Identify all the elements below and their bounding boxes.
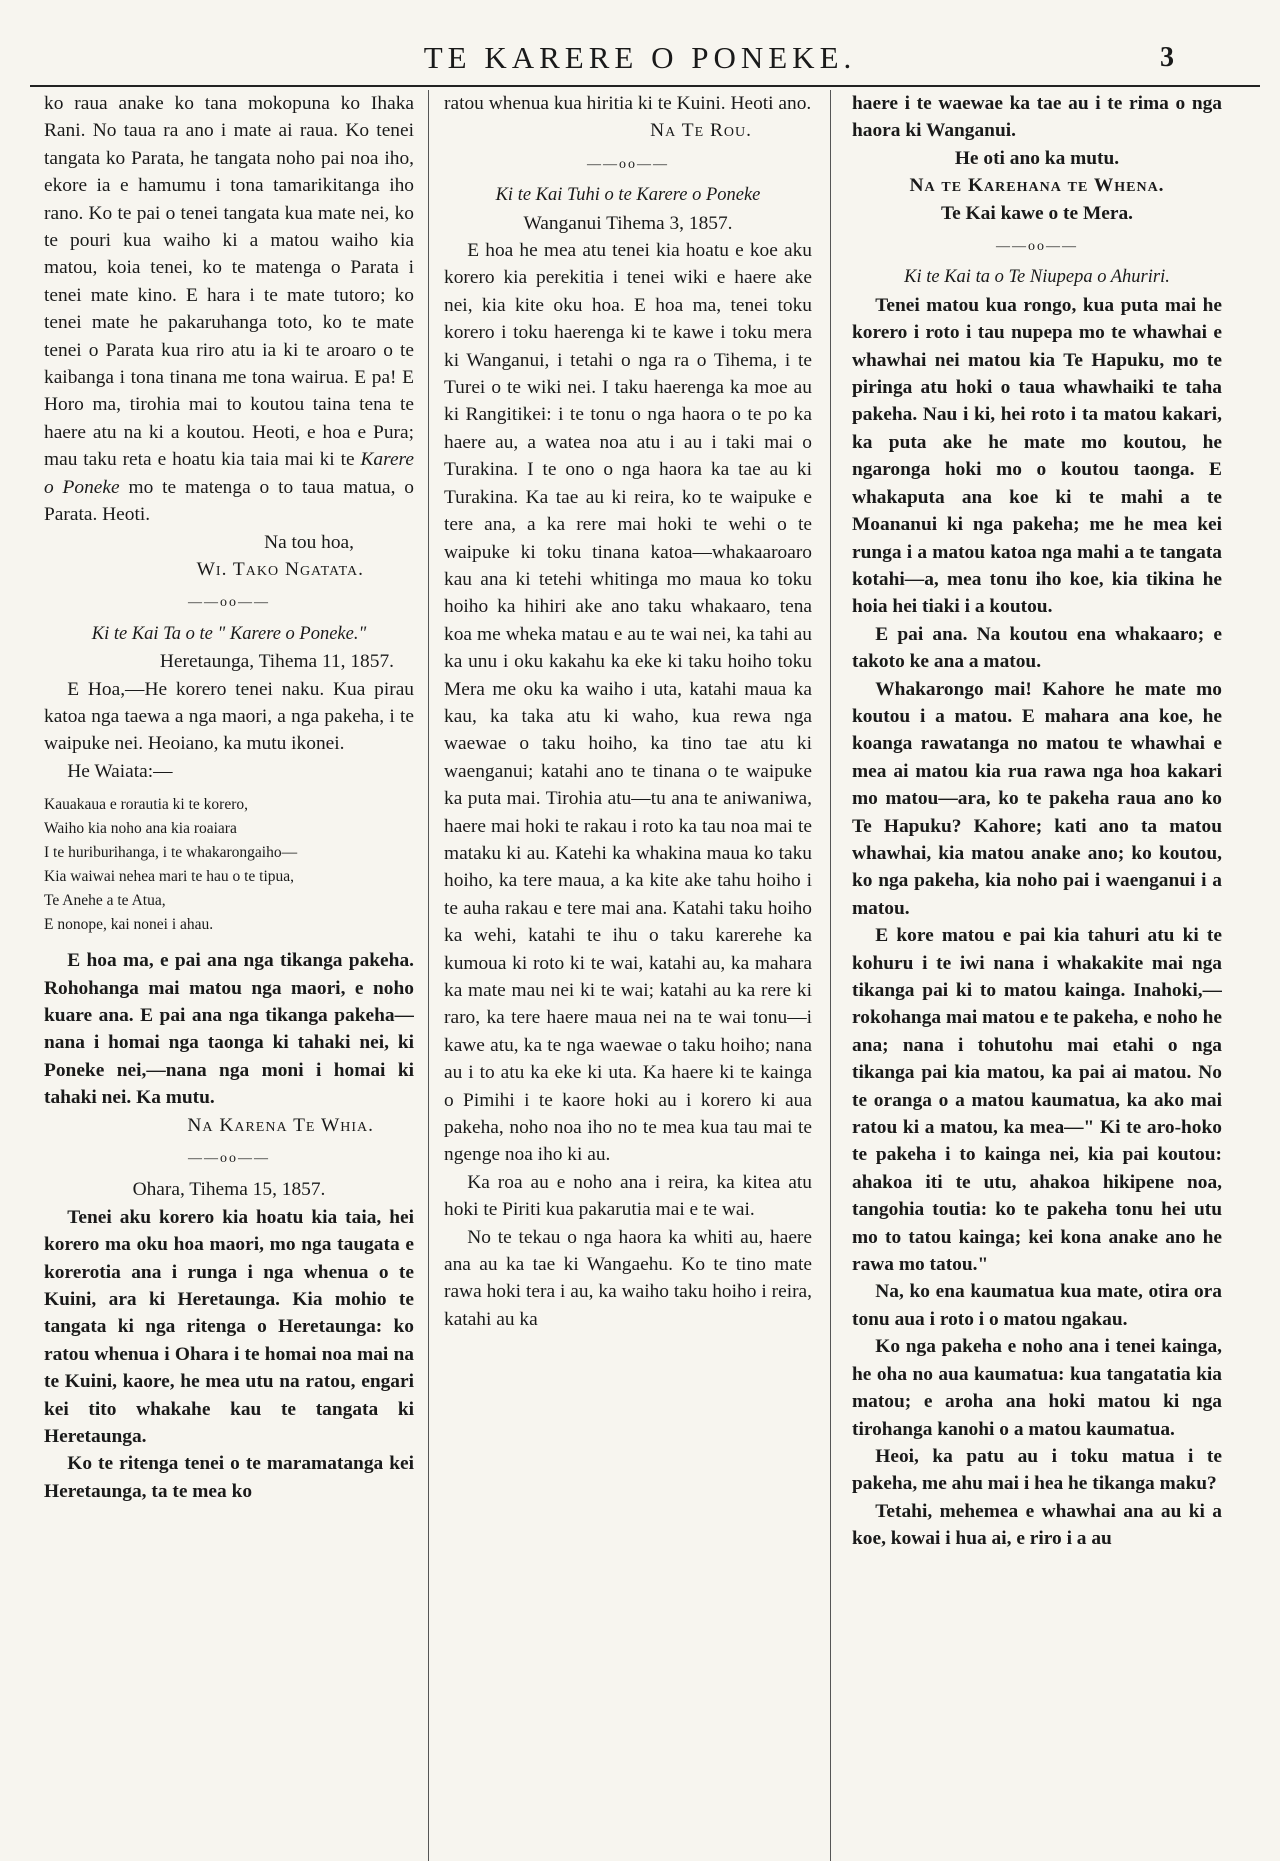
column-divider [830, 90, 831, 1861]
page-header [0, 38, 1280, 88]
letter-body: E pai ana. Na koutou ena whakaaro; e takoto ke ana a matou. [852, 623, 1222, 673]
letter-body: E hoa he mea atu tenei kia hoatu e koe aku korero kia perekitia i tenei wiki e haere ake nei, kia kite oku hoa. E hoa ma, tenei toku korero i toku haerenga ki te kawe i toku mera ki Wanganui, i tetahi o nga ra o Tihema, i te Turei o te wiki nei. I taku haerenga ka moe au ki Rangitikei: i te tonu o nga haora o te po ka haere au, a watea noa atu i au i taki mai o Turakina. I te ono o nga haora ka tae au ki Turakina. Ka tae au ki reira, ko te waipuke e tere ana, a ka rere mai hoki te wehi o te waipuke ki toku tinana katoa—whakaaroaro kau ana ki tetehi whitinga mo maua ko toku hoiho ka hihiri ake ano taku whakaaro, tena koa me wheka matau e au te wai nei, ka tahi au ka unu i oku kakahu ka eke ki taku hoiho toku Mera me oku ka waiho i uta, katahi maua ka kau, ka taka atu ki waho, kua rewa nga waewae o taku hoiho, ka tino tae atu ki waenganui; katahi ano te tinana o te waipuke ka puta mai. Tirohia atu—tu ana te aniwaniwa, haere mai hoki te rakau i roto ka tau noa mai te mataku ki au. Katehi ka whakina maua ko taku hoiho, ka tere maua, a ka kite ake tahu hoiho i te auha rakau e tere mai ana. Katahi taku hoiho ka wehi, katahi te ihu o taku karerehe ka kumoua ki roto ki te wai, katahi au, ka mahara ka mate mau nei ki te wai; katahi au ka rere ki raro, ka tere haere maua nei na te wai tonu—i kawe atu, ka te nga waewae o taku hoiho; nana au i to atu ka eke ki uta. Ka haere ki te kainga o Pimihi i te kaore hoki au i korero ki aua pakeha, noho noa iho no te mea kua tau mai te ngenge noa iho ki au. [444, 240, 812, 1166]
verse-line: I te huriburihanga, i te whakarongaiho— [44, 844, 298, 862]
signature: Na Karena Te Whia. [187, 1114, 374, 1136]
signature: Na te Karehana te Whena. [909, 175, 1165, 197]
dateline: Wanganui Tihema 3, 1857. [523, 212, 733, 234]
signature-salutation: Na tou hoa, [264, 531, 354, 553]
verse-line: Kia waiwai nehea mari te hau o te tipua, [44, 868, 295, 886]
header-rule [30, 85, 1260, 87]
section-divider: ——oo—— [996, 239, 1078, 255]
letter-body: ko raua anake ko tana mokopuna ko Ihaka Rani. No taua ra ano i mate ai raua. Ko tenei tangata ko Parata, he tangata noho pai noa iho, ekore ia e hamumu i tona tamarikitanga iho rano. Ko te pai o tenei tangata kua mate nei, ko te pouri kua waiho ki a matou waiho kia matou, koia tenei, ko te matenga o Parata i tenei mate kino. E hara i te mate tutoro; ko tenei mate he pakaruhanga toto, ko te mate tenei o Parata kua riro atu ia ki te aroaro o te kaibanga i tona tinana me tona wairua. E pa! E Horo ma, tirohia mai to koutou taina tena te haere atu na ki a koutou. Heoti, e hoa e Pura; mau taku reta e hoatu kia taia mai ki te Karere o Poneke mo te matenga o to taua matua, o Parata. Heoti. [44, 93, 414, 526]
section-divider: ——oo—— [188, 1151, 270, 1166]
letter-body: E kore matou e pai kia tahuri atu ki te kohuru i te iwi nana i whakakite mai nga tikanga pai ki to matou kainga. Inahoki,—rokohanga mai matou e te pakeha, e noho he ana; nana i tohutohu mai etahi o nga tikanga pai kia matou, ka pai ai matou. No te oranga o a matou kaumatua, ka ako mai ratou ki a matou, ka mea—" Ki te aro-hoko te pakeha i to kainga nei, kia pai koutou: ahakoa iti te utu, ahakoa hikipene noa, tangohia toutia: ko te pakeha tonu hei utu mo to tatou kainga; kei kona anake ano he rawa mo tatou." [852, 925, 1222, 1276]
newspaper-title: TE KARERE O PONEKE. [423, 40, 857, 75]
letter-body: No te tekau o nga haora ka whiti au, haere ana au ka tae ki Wangaehu. Ko te tino mate rawa hoki tera i au, ka waiho taku hoiho i reira, katahi au ka [444, 1226, 812, 1330]
verse-line: Te Anehe a te Atua, [44, 892, 166, 910]
page-number: 3 [1160, 42, 1174, 73]
column-right [852, 90, 1222, 1861]
signature: Wi. Tako Ngatata. [196, 558, 364, 580]
column-middle [444, 90, 812, 1861]
letter-body: Ka roa au e noho ana i reira, ka kitea atu hoki te Piriti kua pakarutia mai e te wai. [444, 1171, 812, 1221]
letter-heading: Ki te Kai ta o Te Niupepa o Ahuriri. [904, 267, 1170, 288]
letter-body: Na, ko ena kaumatua kua mate, otira ora tonu aua i roto i o matou ngakau. [852, 1281, 1222, 1330]
letter-body: E Hoa,—He korero tenei naku. Kua pirau katoa nga taewa a nga maori, a nga pakeha, i te waipuke nei. Heoiano, ka mutu ikonei. [44, 678, 414, 755]
signature-title: Te Kai kawe o te Mera. [940, 202, 1134, 224]
letter-body: Tenei matou kua rongo, kua puta mai he korero i roto i tau nupepa mo te whawhai e whawhai nei matou kia Te Hapuku, mo te piringa atu hoki o taua whawhaiki te taha pakeha. Nau i ki, hei roto i ta matou kakari, ka puta ake he mate mo koutou, he ngaronga hoki mo o koutou taonga. E whakaputa ana koe ki te mahi a te Moananui ki nga pakeha; me he mea kei runga i a matou katoa nga mahi a te tangata kotahi—a, mea tonu iho koe, kia tikina he hoia hei tiaki i a koutou. [852, 294, 1222, 618]
column-divider [428, 90, 429, 1861]
verse-line: E nonope, kai nonei i ahau. [44, 916, 214, 934]
letter-body: He Waiata:— [67, 760, 173, 782]
song-verse [44, 793, 414, 937]
closing-line: He oti ano ka mutu. [954, 147, 1120, 169]
dateline: Heretaunga, Tihema 11, 1857. [159, 651, 394, 673]
letter-body: Ko te ritenga tenei o te maramatanga kei Heretaunga, ta te mea ko [44, 1453, 414, 1502]
signature: Na Te Rou. [650, 120, 752, 142]
column-left [44, 90, 414, 1861]
section-divider: ——oo—— [587, 156, 669, 172]
letter-body: ratou whenua kua hiritia ki te Kuini. Heoti ano. [444, 93, 812, 114]
letter-body: E hoa ma, e pai ana nga tikanga pakeha. Rohohanga mai matou nga maori, e noho kuare ana. E pai ana nga tikanga pakeha—nana i homai nga taonga ki tahaki nei, ki Poneke nei,—nana nga moni i homai ki tahaki nei. Ka mutu. [44, 950, 414, 1109]
letter-body: Tetahi, mehemea e whawhai ana au ki a koe, kowai i hua ai, e riro i a au [852, 1500, 1222, 1550]
verse-line: Kauakaua e rorautia ki te korero, [44, 796, 248, 814]
letter-heading: Ki te Kai Ta o te " Karere o Poneke." [91, 623, 367, 644]
letter-body: Ko nga pakeha e noho ana i tenei kainga, he oha no aua kaumatua: kua tangatatia kia matou; e aroha ana hoki matou ki nga tirohanga kanohi o a matou kaumatua. [852, 1336, 1222, 1440]
letter-body: Heoi, ka patu au i toku matua i te pakeha, me ahu mai i hea he tikanga maku? [852, 1445, 1222, 1495]
section-divider: ——oo—— [188, 595, 270, 611]
letter-body: Whakarongo mai! Kahore he mate mo koutou i a matou. E mahara ana koe, he koanga rawatanga no matou te whawhai e mea ai matou kia rua rawa nga hoa kakari mo matou—ara, ko te pakeha raua ano ko Te Hapuku? Kahore; kati ano ta matou whawhai, kia matou anake ano; ko koutou, ko nga pakeha, kia noho pai i waenganui i a matou. [852, 678, 1222, 919]
verse-line: Waiho kia noho ana kia roaiara [44, 820, 237, 838]
letter-heading: Ki te Kai Tuhi o te Karere o Poneke [495, 185, 761, 206]
letter-body: Tenei aku korero kia hoatu kia taia, hei korero ma oku hoa maori, mo nga taugata e korerotia ana i runga i nga whenua o te Kuini, ara ki Heretaunga. Kia mohio te tangata ki nga ritenga o Heretaunga: ko ratou whenua i Ohara i te homai noa mai na te Kuini, kaore, he mea utu na ratou, engari kei tito whakahe kau te tangata ki Heretaunga. [44, 1206, 414, 1448]
letter-body: haere i te waewae ka tae au i te rima o nga haora ki Wanganui. [852, 93, 1222, 142]
dateline: Ohara, Tihema 15, 1857. [132, 1179, 326, 1201]
